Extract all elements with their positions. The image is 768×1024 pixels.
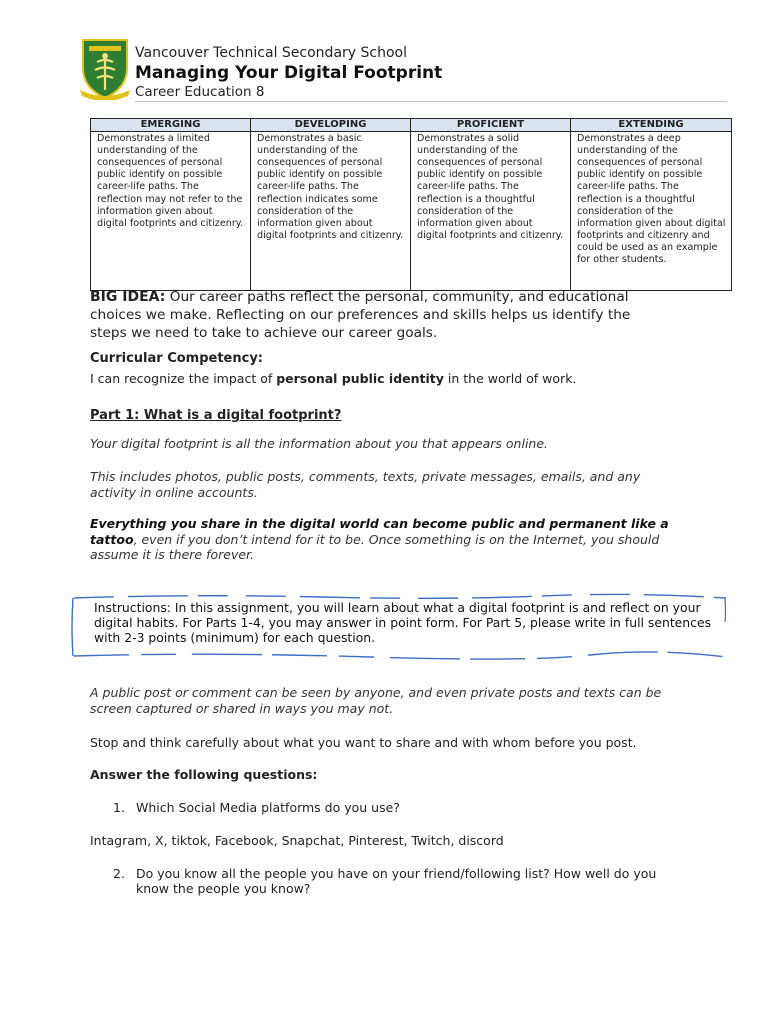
competency-text-after: in the world of work. bbox=[443, 371, 577, 386]
part1-paragraph-3 bbox=[90, 516, 680, 563]
question-2-text: Do you know all the people you have on your friend/following list? How well do you know the people you know? bbox=[136, 866, 657, 896]
rubric-header-extending: EXTENDING bbox=[571, 119, 732, 132]
rubric-header-proficient: PROFICIENT bbox=[411, 119, 571, 132]
question-1-text: Which Social Media platforms do you use? bbox=[136, 800, 400, 815]
school-name: Vancouver Technical Secondary School bbox=[135, 45, 407, 61]
big-idea-label: BIG IDEA: bbox=[90, 289, 166, 305]
course-name: Career Education 8 bbox=[135, 84, 265, 100]
public-post-note: A public post or comment can be seen by anyone, and even private posts and texts can be screen captured or shared in ways you may not. bbox=[90, 685, 662, 716]
competency-text-bold: personal public identity bbox=[276, 371, 444, 386]
stop-think-note: Stop and think carefully about what you want to share and with whom before you post. bbox=[90, 735, 637, 750]
rubric-cell-extending: Demonstrates a deep understanding of the consequences of personal public identify on possible career-life paths. The reflection is a thoughtful consideration of the information given about digital footprints and citizenry and could be used as an example for other students. bbox=[571, 132, 732, 291]
rubric-cell-emerging: Demonstrates a limited understanding of the consequences of personal public identify on possible career-life paths. The reflection may not refer to the information given about digital footprints and citizenry. bbox=[91, 132, 251, 291]
competency-text bbox=[90, 371, 576, 386]
rubric-header-developing: DEVELOPING bbox=[251, 119, 411, 132]
big-idea bbox=[90, 288, 660, 342]
rubric-row bbox=[91, 132, 732, 291]
question-1-answer: Intagram, X, tiktok, Facebook, Snapchat, Pinterest, Twitch, discord bbox=[90, 833, 504, 848]
rubric-table bbox=[90, 118, 732, 291]
part1-paragraph-1: Your digital footprint is all the information about you that appears online. bbox=[90, 436, 549, 451]
school-crest-logo bbox=[80, 38, 130, 100]
part1-heading: Part 1: What is a digital footprint? bbox=[90, 408, 342, 423]
document-title: Managing Your Digital Footprint bbox=[135, 63, 443, 83]
part1-paragraph-3-rest: , even if you don’t intend for it to be. Once something is on the Internet, you should assume it is there forever. bbox=[90, 531, 660, 562]
part1-paragraph-2: This includes photos, public posts, comments, texts, private messages, emails, and any activity in online accounts. bbox=[90, 469, 641, 500]
rubric-cell-proficient: Demonstrates a solid understanding of the consequences of personal public identify on possible career-life paths. The reflection is a thoughtful consideration of the information given about digital footprints and citizenry. bbox=[411, 132, 571, 291]
rubric-header-row bbox=[91, 119, 732, 132]
competency-text-before: I can recognize the impact of bbox=[90, 371, 277, 386]
question-2-number: 2. bbox=[113, 866, 125, 881]
answer-questions-heading: Answer the following questions: bbox=[90, 767, 318, 782]
competency-heading: Curricular Competency: bbox=[90, 351, 264, 366]
instructions-text: Instructions: In this assignment, you will learn about what a digital footprint is and reflect on your digital habits. For Parts 1-4, you may answer in point form. For Part 5, please write in full sentences with 2-3 points (minimum) for each question. bbox=[94, 600, 712, 645]
rubric-cell-developing: Demonstrates a basic understanding of the consequences of personal public identify on possible career-life paths. The reflection indicates some consideration of the information given about digital footprints and citizenry. bbox=[251, 132, 411, 291]
question-1-number: 1. bbox=[113, 800, 125, 815]
rubric-header-emerging: EMERGING bbox=[91, 119, 251, 132]
part1-paragraph-3-bold: Everything you share in the digital world can become public and permanent like a tattoo bbox=[90, 516, 669, 547]
header-divider bbox=[135, 101, 727, 102]
big-idea-text: Our career paths reflect the personal, community, and educational choices we make. Reflecting on our preferences and skills helps us identify the steps we need to take to achieve our career goals. bbox=[90, 289, 631, 341]
